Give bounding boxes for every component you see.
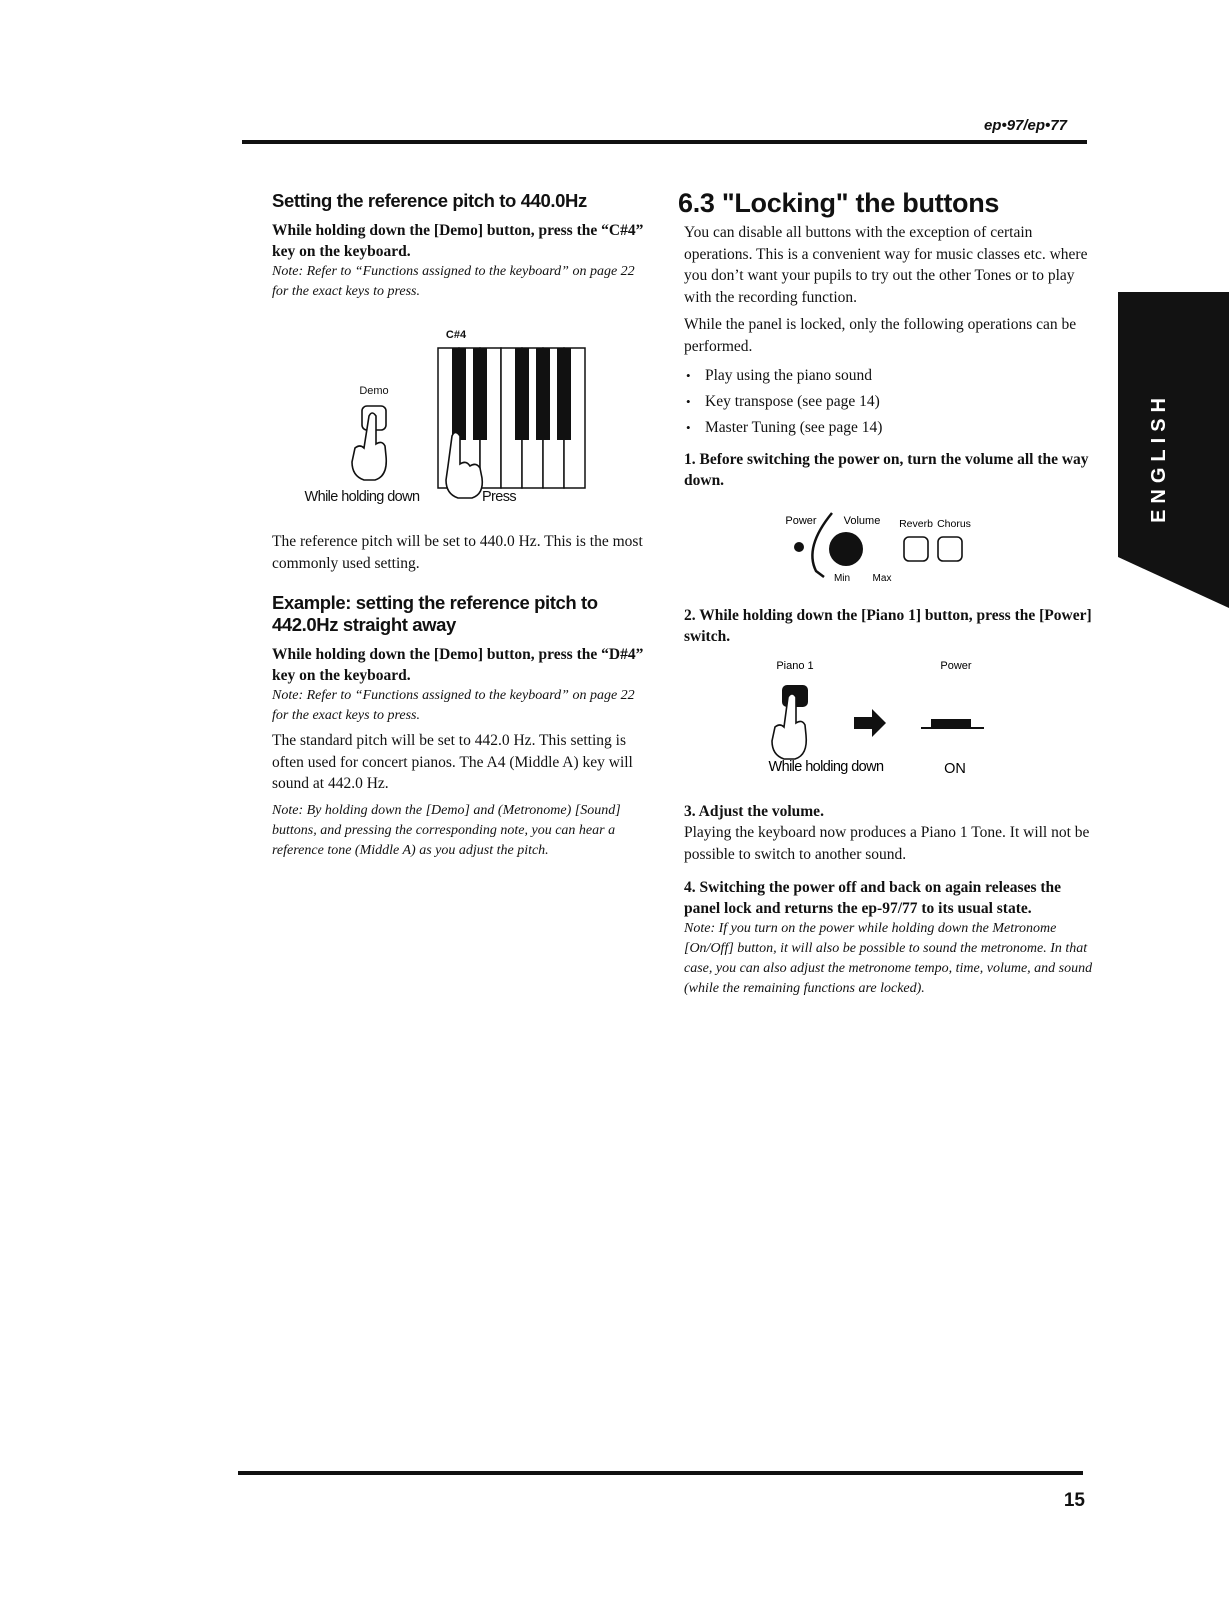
right-column xyxy=(678,188,1094,1003)
volume-panel-illustration xyxy=(684,499,1084,587)
left-column xyxy=(272,190,644,865)
section1-note: Note: Refer to “Functions assigned to the keyboard” on page 22 for the exact keys to press. xyxy=(272,264,635,299)
step-4: 4. Switching the power off and back on again releases the panel lock and returns the ep-97/77 to its usual state. xyxy=(684,879,1062,917)
page-number: 15 xyxy=(1063,1490,1085,1511)
volume-diagram xyxy=(684,499,1084,587)
side-tab-label: ENGLISH xyxy=(1148,392,1170,523)
section1-result: The reference pitch will be set to 440.0 Hz. This is the most commonly used setting. xyxy=(272,533,643,572)
section1-instruction: While holding down the [Demo] button, press the “C#4” key on the keyboard. xyxy=(272,222,644,260)
piano1-power-illustration xyxy=(684,651,1084,789)
locked-operations-intro: While the panel is locked, only the following operations can be performed. xyxy=(684,316,1077,355)
header-model-label: ep•97/ep•77 xyxy=(983,117,1067,134)
step-3: 3. Adjust the volume. xyxy=(684,803,824,820)
piano1-power-diagram xyxy=(684,651,1084,789)
section-title: 6.3 "Locking" the buttons xyxy=(678,188,1000,218)
section1-heading: Setting the reference pitch to 440.0Hz xyxy=(272,190,587,211)
power-label: Power xyxy=(940,660,972,672)
volume-knob-icon xyxy=(829,532,863,566)
section2-note-2: Note: By holding down the [Demo] and (Metronome) [Sound] buttons, and pressing the corresponding note, you can hear a reference tone (Middle A) as you adjust the pitch. xyxy=(272,802,621,858)
chorus-button-icon xyxy=(938,537,962,561)
on-caption: ON xyxy=(944,761,966,777)
min-label: Min xyxy=(833,573,851,584)
section2-instruction: While holding down the [Demo] button, press the “D#4” key on the keyboard. xyxy=(272,646,644,684)
volume-label: Volume xyxy=(843,515,881,527)
list-item: • Master Tuning (see page 14) xyxy=(684,415,1094,441)
power-indicator-icon xyxy=(794,542,804,552)
max-label: Max xyxy=(872,573,892,584)
press-caption: Press xyxy=(481,489,517,505)
step-4-note: Note: If you turn on the power while holding down the Metronome [On/Off] button, it will also be possible to sound the metronome. In that case, you can also adjust the metronome tempo, time, volume, and sound (while the remaining functions are locked). xyxy=(684,921,1093,996)
reverb-button-icon xyxy=(904,537,928,561)
footer-rule xyxy=(238,1471,1083,1475)
power-switch-icon xyxy=(931,719,971,727)
step-3-text: Playing the keyboard now produces a Piano 1 Tone. It will not be possible to switch to another sound. xyxy=(684,824,1090,863)
demo-label: Demo xyxy=(359,385,389,397)
step-1: 1. Before switching the power on, turn the volume all the way down. xyxy=(684,451,1089,489)
allowed-operations-list xyxy=(684,363,1094,441)
hold-caption: While holding down xyxy=(768,759,884,775)
chorus-label: Chorus xyxy=(937,518,971,530)
key-label: C#4 xyxy=(445,329,467,341)
list-item: • Play using the piano sound xyxy=(684,363,1094,389)
demo-keyboard-diagram xyxy=(272,316,644,521)
reverb-label: Reverb xyxy=(899,518,933,530)
section2-result: The standard pitch will be set to 442.0 Hz. This setting is often used for concert pianos. The A4 (Middle A) key will sound at 442.0 Hz. xyxy=(272,732,633,792)
arrow-right-icon xyxy=(854,709,886,737)
section2-heading: Example: setting the reference pitch to 442.0Hz straight away xyxy=(272,592,598,635)
hold-caption: While holding down xyxy=(304,489,420,505)
list-item: • Key transpose (see page 14) xyxy=(684,389,1094,415)
language-side-tab xyxy=(1118,292,1229,612)
step-2: 2. While holding down the [Piano 1] button, press the [Power] switch. xyxy=(684,607,1092,645)
lock-intro: You can disable all buttons with the exception of certain operations. This is a convenient way for music classes etc. where you don’t want your pupils to try out the other Tones or to play with the recording function. xyxy=(684,224,1088,306)
power-label: Power xyxy=(785,515,817,527)
header-rule xyxy=(242,140,1087,144)
section2-note: Note: Refer to “Functions assigned to the keyboard” on page 22 for the exact keys to press. xyxy=(272,688,635,723)
keyboard-illustration xyxy=(272,316,644,521)
piano1-label: Piano 1 xyxy=(776,660,814,672)
